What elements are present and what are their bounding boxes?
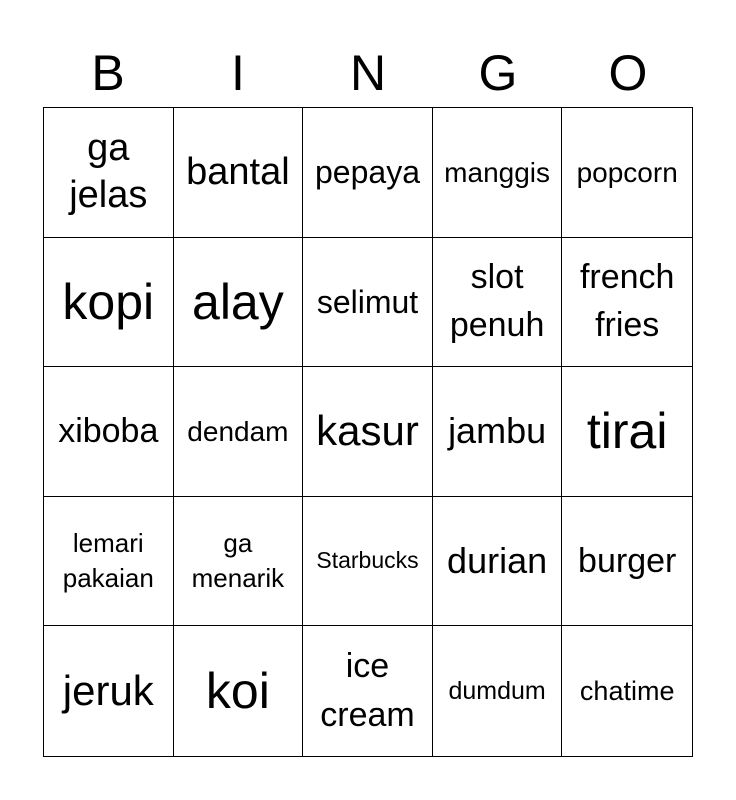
bingo-cell[interactable]	[303, 497, 433, 627]
bingo-cell[interactable]	[303, 626, 433, 756]
bingo-header	[43, 40, 693, 106]
bingo-cell[interactable]	[174, 367, 304, 497]
cell-label: bantal	[186, 150, 290, 193]
cell-label: lemari pakaian	[62, 528, 154, 594]
cell-label: slot penuh	[449, 258, 545, 344]
cell-label: chatime	[579, 675, 675, 706]
bingo-cell[interactable]	[433, 626, 563, 756]
cell-label: ga menarik	[191, 528, 285, 594]
bingo-cell[interactable]	[44, 238, 174, 368]
bingo-cell[interactable]	[174, 108, 304, 238]
cell-label: kopi	[62, 273, 155, 330]
cell-label: popcorn	[576, 156, 678, 188]
header-letter-b: B	[91, 45, 125, 101]
header-letter-o: O	[608, 45, 648, 101]
cell-label: jambu	[448, 410, 547, 452]
bingo-cell[interactable]	[562, 626, 692, 756]
header-letter-i: I	[231, 45, 245, 101]
cell-label: selimut	[316, 283, 419, 320]
cell-label: durian	[447, 539, 548, 581]
bingo-cell[interactable]	[433, 497, 563, 627]
cell-label: koi	[205, 662, 270, 719]
header-letter-n: N	[349, 45, 387, 101]
bingo-cell[interactable]	[303, 367, 433, 497]
cell-label: burger	[578, 541, 677, 580]
cell-label: dendam	[187, 415, 289, 447]
bingo-cell[interactable]	[562, 108, 692, 238]
bingo-cell[interactable]	[44, 108, 174, 238]
bingo-cell[interactable]	[303, 238, 433, 368]
cell-label: pepaya	[315, 154, 420, 191]
bingo-board	[43, 107, 693, 757]
cell-label: french fries	[579, 258, 675, 344]
bingo-cell[interactable]	[303, 108, 433, 238]
bingo-cell[interactable]	[44, 497, 174, 627]
bingo-cell[interactable]	[44, 367, 174, 497]
cell-label: ga jelas	[69, 126, 148, 217]
bingo-cell[interactable]	[562, 497, 692, 627]
bingo-cell[interactable]	[562, 238, 692, 368]
cell-label: jeruk	[62, 667, 154, 715]
bingo-cell[interactable]	[174, 238, 304, 368]
cell-label: Starbucks	[316, 547, 419, 574]
bingo-cell[interactable]	[174, 497, 304, 627]
cell-label: kasur	[316, 407, 419, 455]
cell-label: tirai	[586, 403, 668, 460]
bingo-cell[interactable]	[433, 367, 563, 497]
cell-label: dumdum	[448, 677, 546, 706]
cell-label: xiboba	[58, 412, 159, 451]
bingo-cell[interactable]	[44, 626, 174, 756]
cell-label: ice cream	[320, 646, 415, 735]
cell-label: alay	[192, 273, 284, 330]
bingo-cell[interactable]	[433, 238, 563, 368]
bingo-cell[interactable]	[174, 626, 304, 756]
cell-label: manggis	[444, 156, 551, 188]
bingo-cell[interactable]	[562, 367, 692, 497]
header-letter-g: G	[478, 45, 518, 101]
bingo-cell[interactable]	[433, 108, 563, 238]
